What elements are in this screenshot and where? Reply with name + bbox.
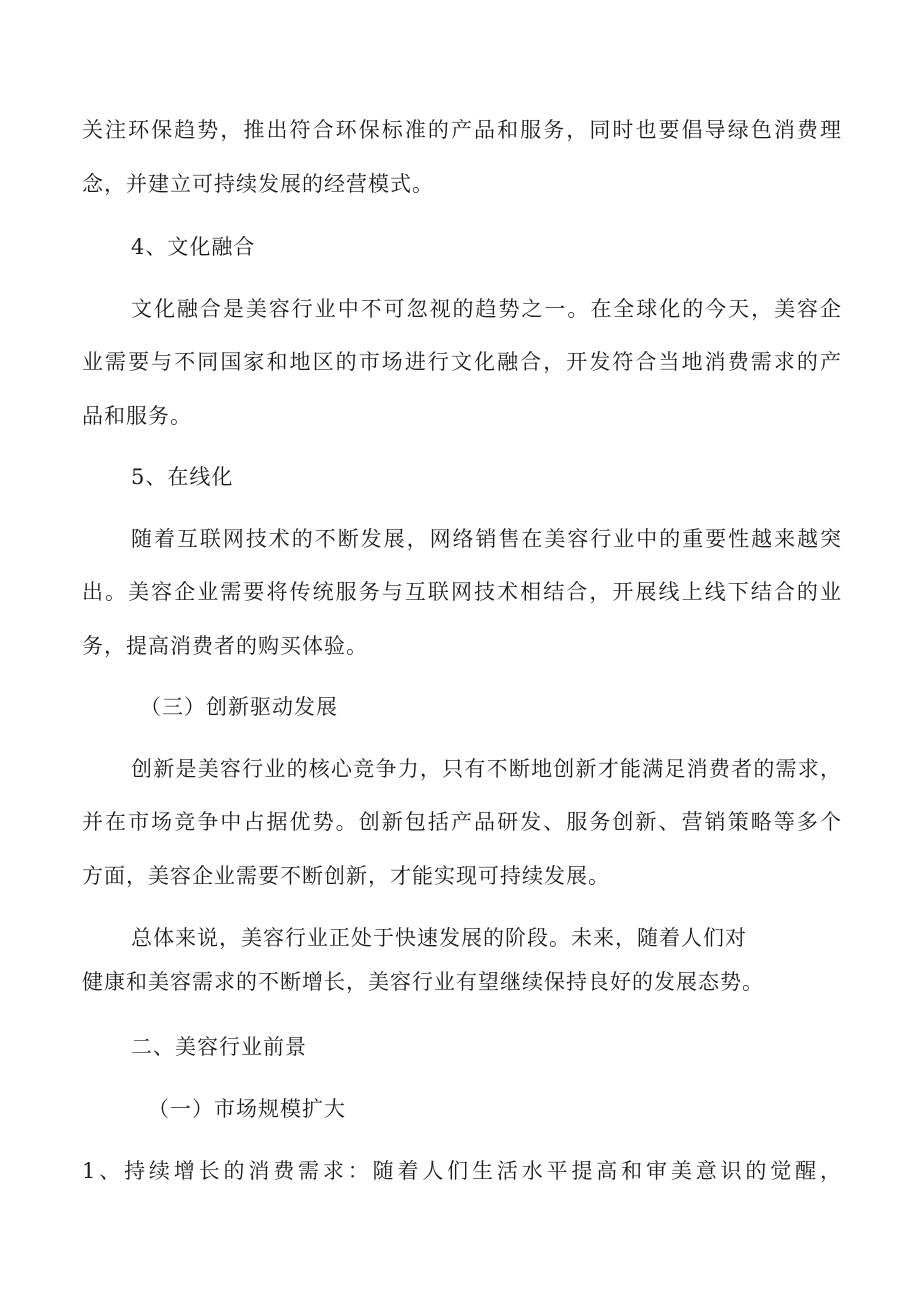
paragraph-line: 念，并建立可持续发展的经营模式。 bbox=[82, 172, 434, 196]
paragraph-line: 业需要与不同国家和地区的市场进行文化融合，开发符合当地消费需求的产 bbox=[82, 350, 842, 374]
paragraph-line: 关注环保趋势，推出符合环保标准的产品和服务，同时也要倡导绿色消费理 bbox=[82, 118, 842, 142]
paragraph-line: 方面，美容企业需要不断创新，才能实现可持续发展。 bbox=[82, 864, 610, 888]
paragraph-line: 文化融合是美容行业中不可忽视的趋势之一。在全球化的今天，美容企 bbox=[131, 297, 842, 321]
paragraph-line: 创新是美容行业的核心竞争力，只有不断地创新才能满足消费者的需求， bbox=[131, 757, 842, 781]
paragraph-line: 并在市场竞争中占据优势。创新包括产品研发、服务创新、营销策略等多个 bbox=[82, 810, 842, 834]
paragraph-line: 随着互联网技术的不断发展，网络销售在美容行业中的重要性越来越突 bbox=[131, 527, 842, 551]
paragraph-line: 总体来说，美容行业正处于快速发展的阶段。未来，随着人们对 bbox=[131, 926, 747, 950]
section-heading: （一）市场规模扩大 bbox=[148, 1097, 346, 1121]
paragraph-line: 健康和美容需求的不断增长，美容行业有望继续保持良好的发展态势。 bbox=[82, 970, 764, 994]
paragraph-line: 务，提高消费者的购买体验。 bbox=[82, 634, 368, 658]
section-heading: 5、在线化 bbox=[131, 465, 234, 489]
paragraph-line: 品和服务。 bbox=[82, 404, 192, 428]
paragraph-line: 1、持续增长的消费需求：随着人们生活水平提高和审美意识的觉醒， bbox=[82, 1159, 842, 1183]
section-heading: 4、文化融合 bbox=[131, 235, 256, 259]
section-heading: 二、美容行业前景 bbox=[131, 1035, 307, 1059]
paragraph-line: 出。美容企业需要将传统服务与互联网技术相结合，开展线上线下结合的业 bbox=[82, 580, 842, 604]
section-heading: （三）创新驱动发展 bbox=[140, 695, 338, 719]
